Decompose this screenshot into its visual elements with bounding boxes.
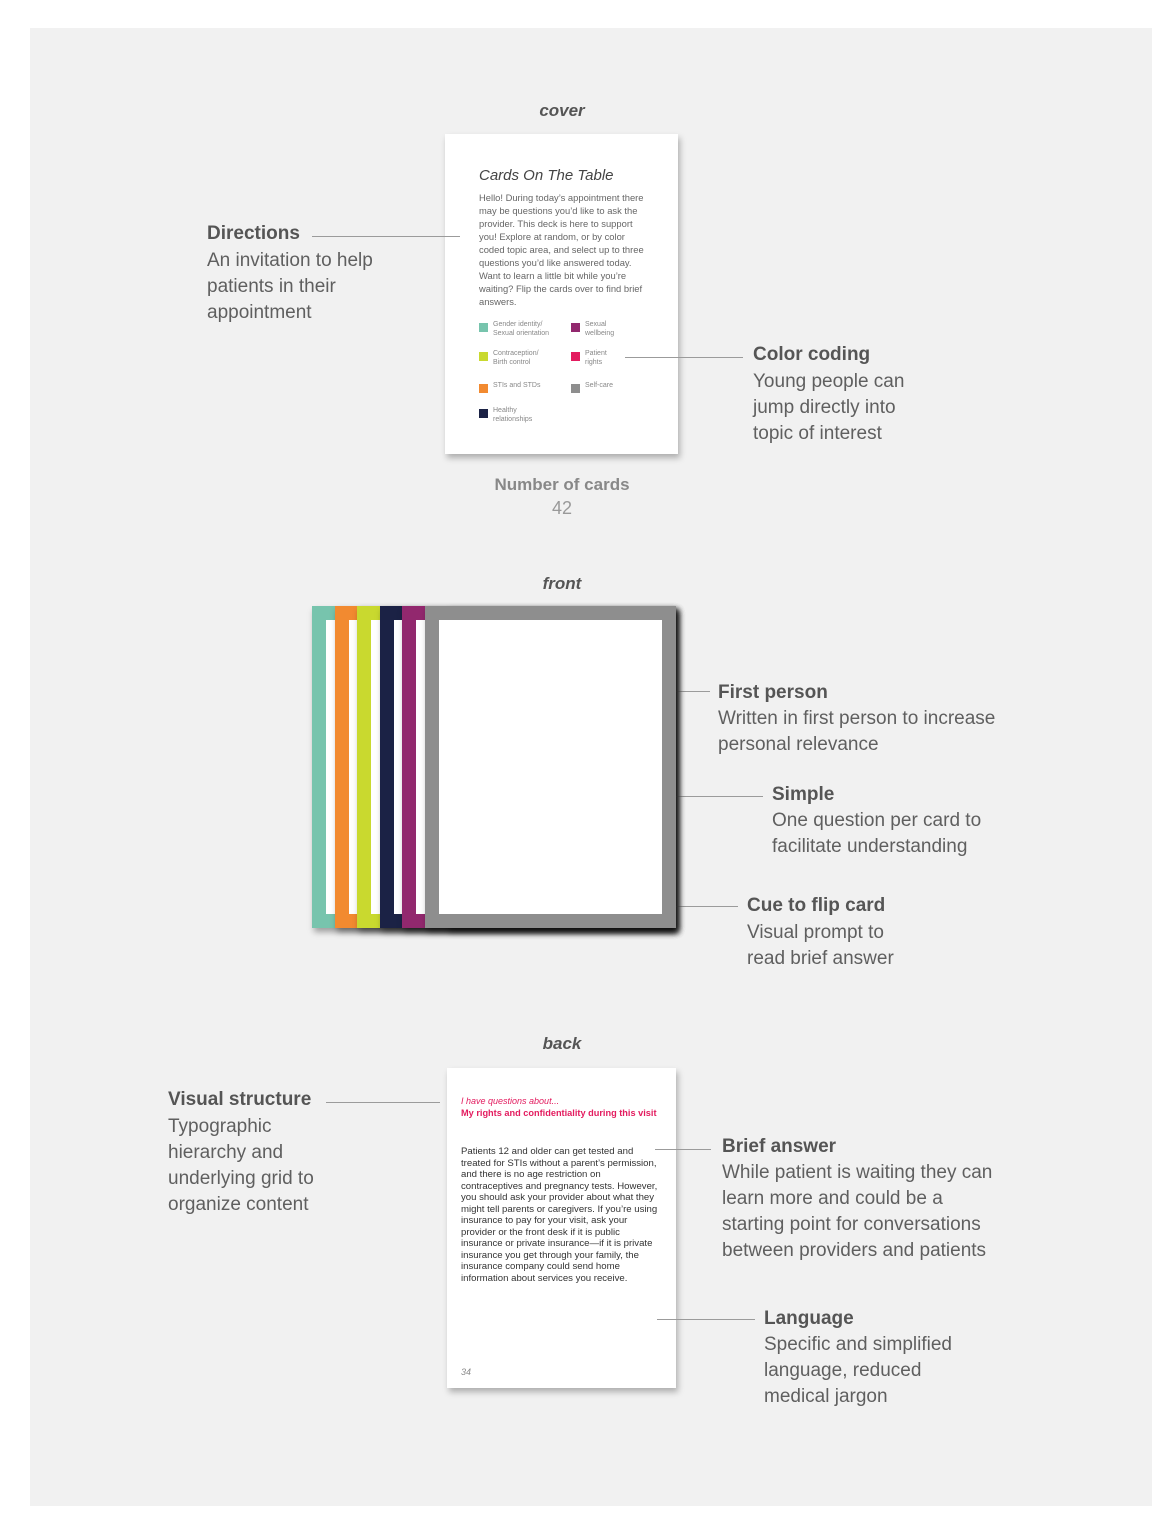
annotation-brief-answer-title: Brief answer [722, 1136, 837, 1157]
legend-swatch [571, 352, 580, 361]
connector-line [326, 1102, 440, 1103]
number-of-cards-value: 42 [551, 498, 573, 518]
legend-label: Patient rights [585, 350, 607, 366]
legend-label: Gender identity/ Sexual orientation [493, 321, 550, 337]
legend-label: Healthy relationships [493, 407, 533, 423]
connector-line [625, 357, 743, 358]
legend-label: Self-care [585, 382, 614, 389]
connector-line [312, 236, 460, 237]
section-title-front: front [542, 574, 582, 593]
stack-card [425, 606, 676, 928]
legend-item [479, 407, 563, 424]
legend-swatch [479, 323, 488, 332]
back-card-answer: Patients 12 and older can get tested and treated for STIs without a parent’s permission, and there is no age restriction on contraceptives and pregnancy tests. However, you should ask your provider about what they might tell parents or caregivers. If you’re using insurance to pay for your visit, ask your provider or the front desk if it is public insurance or private insurance—if it is private insurance you get through your family, the insurance company could send home information about services you receive. [461, 1146, 658, 1284]
legend-label: Sexual wellbeing [585, 321, 615, 337]
annotation-first-person-title: First person [718, 682, 828, 703]
connector-line [655, 1149, 711, 1150]
number-of-cards-label: Number of cards [494, 475, 630, 494]
cover-card-title: Cards On The Table [479, 167, 614, 184]
legend-item [479, 350, 563, 367]
legend-item [479, 382, 563, 393]
legend-swatch [571, 384, 580, 393]
legend-swatch [571, 323, 580, 332]
annotation-cue-title: Cue to flip card [747, 895, 886, 916]
annotation-brief-answer-body: While patient is waiting they can learn more and could be a starting point for conversations between providers and patients [722, 1162, 993, 1261]
annotation-language-body: Specific and simplified language, reduced medical jargon [764, 1334, 952, 1407]
annotation-visual-structure-title: Visual structure [168, 1089, 312, 1110]
section-title-cover: cover [539, 101, 585, 120]
legend-swatch [479, 409, 488, 418]
legend-item [571, 350, 655, 367]
back-card-page-number: 34 [461, 1367, 472, 1377]
annotation-directions-title: Directions [207, 223, 300, 244]
back-card-question: My rights and confidentiality during this visit [461, 1108, 657, 1118]
annotation-directions-body: An invitation to help patients in their appointment [207, 250, 373, 323]
cover-card-text: Hello! During today’s appointment there may be questions you’d like to ask the provider. This deck is here to support you! Explore at random, or by color coded topic area, and select up to three questions you’d like answered today. Want to learn a little bit while you’re waiting? Flip the cards over to find brief answers. [479, 192, 644, 307]
annotation-simple-title: Simple [772, 784, 835, 805]
legend-swatch [479, 352, 488, 361]
back-card-prompt: I have questions about... [461, 1096, 560, 1106]
legend-item [571, 382, 655, 393]
legend-item [571, 321, 655, 338]
annotation-color-coding-title: Color coding [753, 344, 871, 365]
annotation-first-person-body: Written in first person to increase personal relevance [718, 708, 996, 755]
annotation-simple-body: One question per card to facilitate understanding [772, 810, 982, 857]
annotation-visual-structure-body: Typographic hierarchy and underlying grid to organize content [168, 1116, 314, 1215]
legend-label: STIs and STDs [493, 382, 541, 389]
legend-item [479, 321, 563, 338]
legend-swatch [479, 384, 488, 393]
connector-line [676, 906, 738, 907]
stack-card-inner [439, 620, 662, 914]
annotation-color-coding-body: Young people can jump directly into topic of interest [753, 371, 905, 444]
annotation-language-title: Language [764, 1308, 854, 1329]
legend-label: Contraception/ Birth control [493, 350, 539, 366]
section-title-back: back [542, 1034, 582, 1053]
annotation-cue-body: Visual prompt to read brief answer [747, 922, 894, 969]
connector-line [657, 1319, 755, 1320]
